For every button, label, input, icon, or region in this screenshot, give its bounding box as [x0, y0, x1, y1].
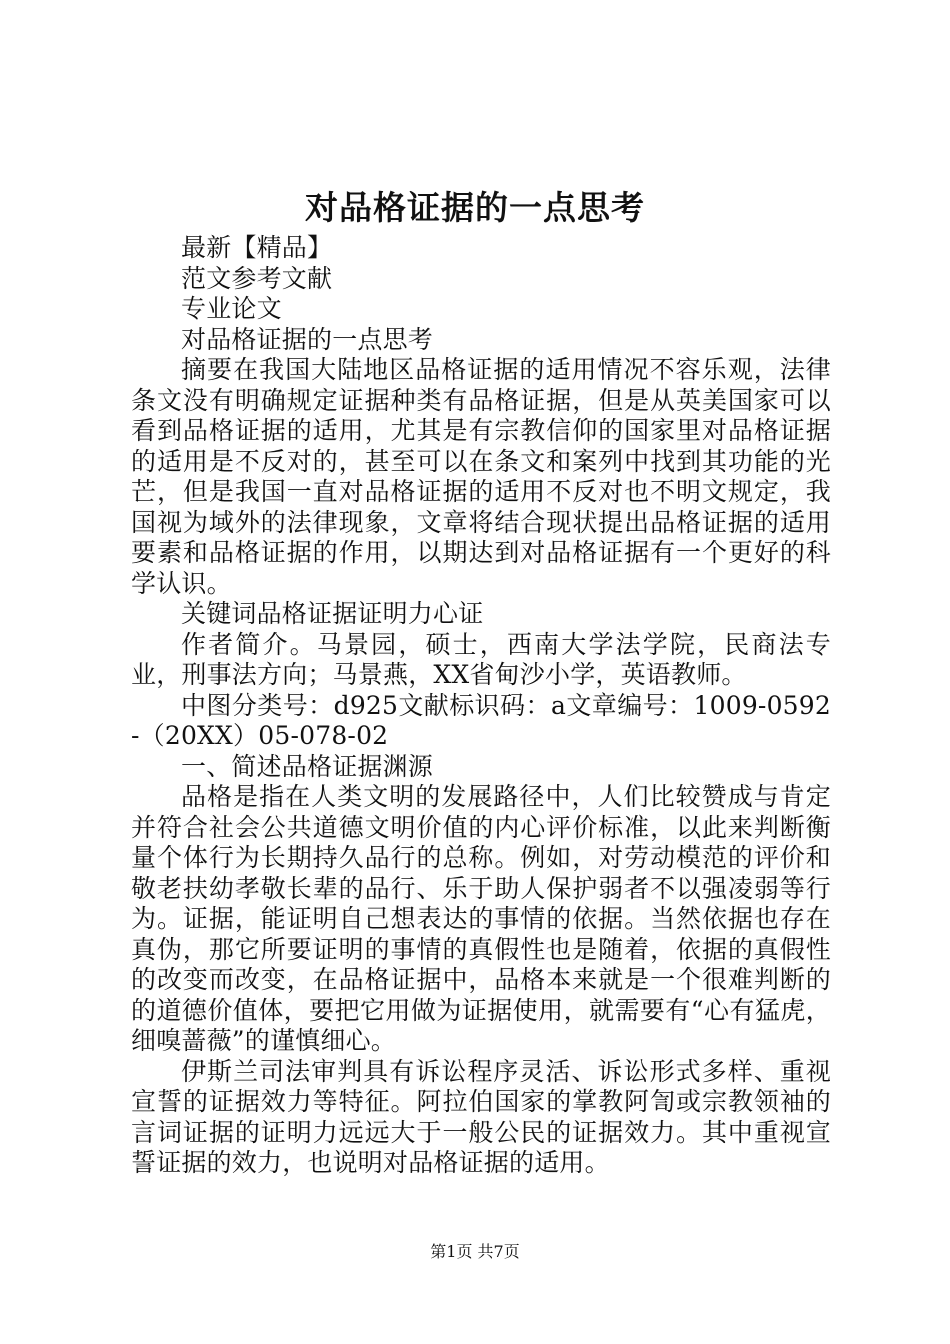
document-title: 对品格证据的一点思考	[305, 188, 645, 227]
section-heading: 一、简述品格证据渊源	[181, 751, 434, 781]
paragraph-label-latest: 最新【精品】	[181, 233, 333, 262]
paragraph-subtitle: 对品格证据的一点思考	[181, 324, 434, 354]
paragraph-author-info: 作者简介。马景园，硕士，西南大学法学院，民商法专业，刑事法方向；马景燕，XX省甸沙小学，英语教师。	[131, 629, 831, 689]
page-footer: 第1页 共7页	[430, 1242, 520, 1261]
paragraph-body: 伊斯兰司法审判具有诉讼程序灵活、诉讼形式多样、重视宣誓的证据效力等特征。阿拉伯国家的掌教阿訇或宗教领袖的言词证据的证明力远远大于一般公民的证据效力。其中重视宣誓证据的效力，也说明对品格证据的适用。	[131, 1056, 831, 1177]
paragraph-abstract: 摘要在我国大陆地区品格证据的适用情况不容乐观，法律条文没有明确规定证据种类有品格证据，但是从英美国家可以看到品格证据的适用，尤其是有宗教信仰的国家里对品格证据的适用是不反对的，甚至可以在条文和案列中找到其功能的光芒，但是我国一直对品格证据的适用不反对也不明文规定，我国视为域外的法律现象，文章将结合现状提出品格证据的适用要素和品格证据的作用，以期达到对品格证据有一个更好的科学认识。	[131, 355, 831, 598]
paragraph-label-thesis: 专业论文	[181, 294, 282, 323]
paragraph-label-reference: 范文参考文献	[181, 263, 333, 293]
paragraph-body: 品格是指在人类文明的发展路径中，人们比较赞成与肯定并符合社会公共道德文明价值的内心评价标准，以此来判断衡量个体行为长期持久品行的总称。例如，对劳动模范的评价和敬老扶幼孝敬长辈的品行、乐于助人保护弱者不以强凌弱等行为。证据，能证明自己想表达的事情的依据。当然依据也存在真伪，那它所要证明的事情的真假性也是随着，依据的真假性的改变而改变，在品格证据中，品格本来就是一个很难判断的的道德价值体，要把它用做为证据使用，就需要有“心有猛虎，细嗅蔷薇”的谨慎细心。	[131, 782, 831, 1055]
paragraph-classification: 中图分类号：d925文献标识码：a文章编号：1009-0592-（20XX）05-078-02	[131, 690, 831, 750]
paragraph-keywords: 关键词品格证据证明力心证	[181, 599, 484, 628]
document-body	[131, 233, 831, 1179]
